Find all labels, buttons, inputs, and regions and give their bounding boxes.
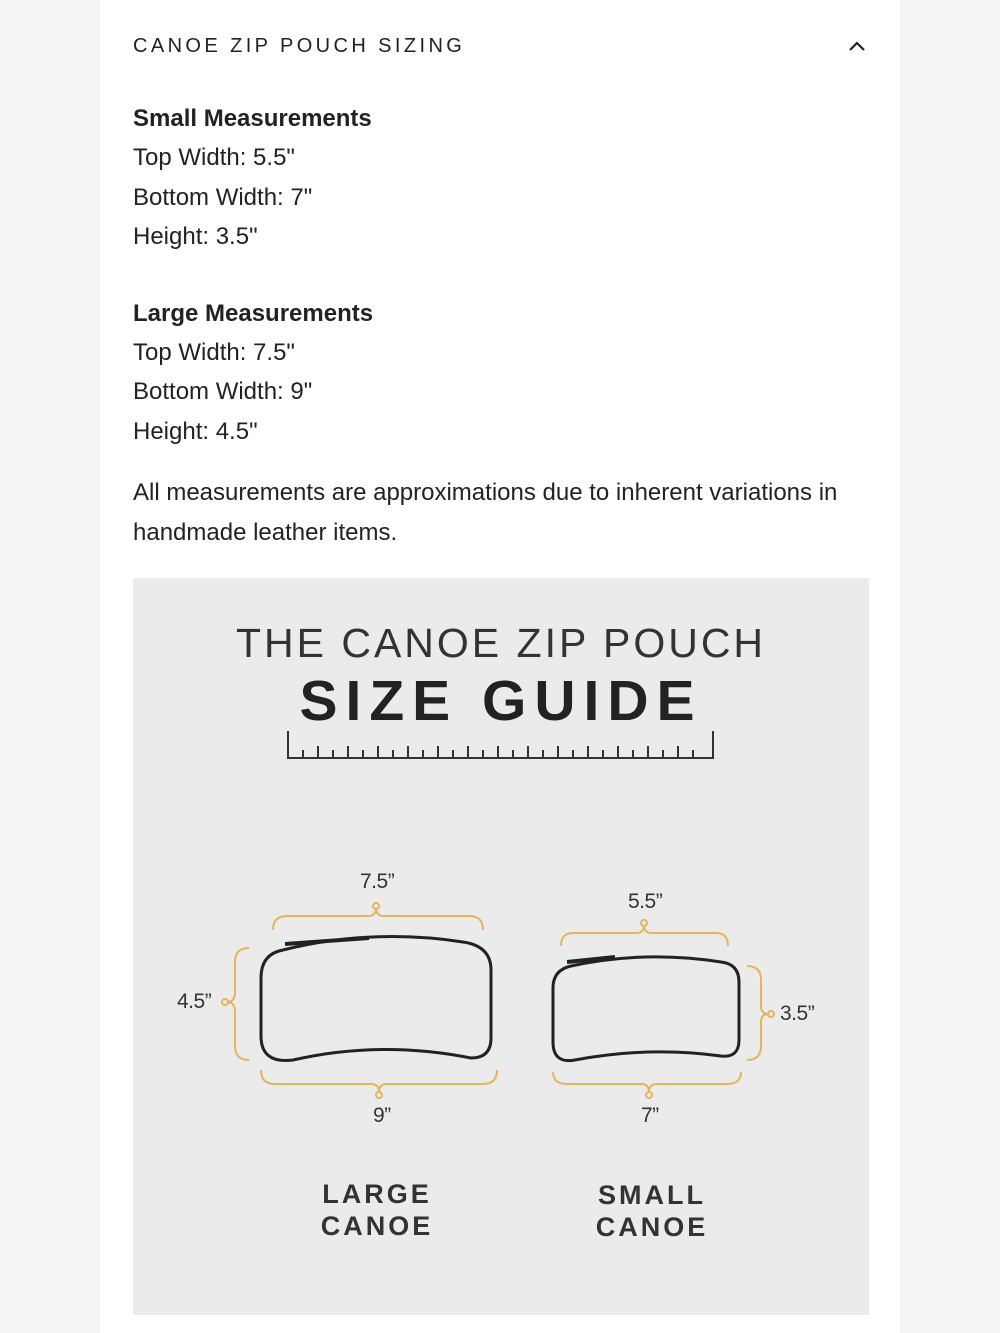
large-canoe-pouch [261, 937, 491, 1061]
large-canoe-label-line2: CANOE [320, 1211, 434, 1241]
large-height: Height: 4.5" [133, 417, 258, 445]
small-measurements-heading: Small Measurements [133, 105, 372, 132]
accordion-content [133, 100, 868, 553]
small-canoe-brackets [553, 920, 774, 1098]
small-height-dimension: 3.5” [780, 1002, 815, 1025]
large-measurements-heading: Large Measurements [133, 299, 374, 327]
small-bottom-width: Bottom Width: 7" [133, 183, 313, 211]
large-bottom-width: Bottom Width: 9" [133, 378, 313, 405]
large-height-dimension: 4.5” [177, 990, 212, 1013]
measurement-disclaimer: All measurements are approximations due to inherent variations in handmade leather items. [133, 479, 838, 546]
size-guide-subtitle: SIZE GUIDE [299, 669, 703, 733]
small-height: Height: 3.5" [133, 223, 258, 250]
small-top-width: Top Width: 5.5" [133, 144, 295, 171]
accordion-title: CANOE ZIP POUCH SIZING [133, 34, 466, 57]
large-top-dimension: 7.5” [360, 870, 395, 893]
small-canoe-label-line2: CANOE [595, 1212, 709, 1242]
small-canoe-label-line1: SMALL [598, 1180, 706, 1210]
small-canoe-pouch [553, 957, 739, 1061]
large-canoe-brackets [222, 903, 497, 1098]
large-canoe-label [277, 1178, 477, 1242]
product-details-panel [100, 0, 900, 1333]
small-top-dimension: 5.5” [628, 890, 663, 913]
small-canoe-label [552, 1179, 752, 1243]
size-guide-title: THE CANOE ZIP POUCH [235, 620, 767, 666]
chevron-up-icon[interactable] [846, 35, 868, 57]
large-bottom-dimension: 9” [373, 1104, 391, 1127]
ruler-graphic [288, 731, 713, 758]
large-top-width: Top Width: 7.5" [133, 338, 295, 366]
accordion-sizing-header[interactable] [133, 28, 868, 64]
large-canoe-label-line1: LARGE [322, 1179, 432, 1209]
small-bottom-dimension: 7” [641, 1104, 659, 1127]
